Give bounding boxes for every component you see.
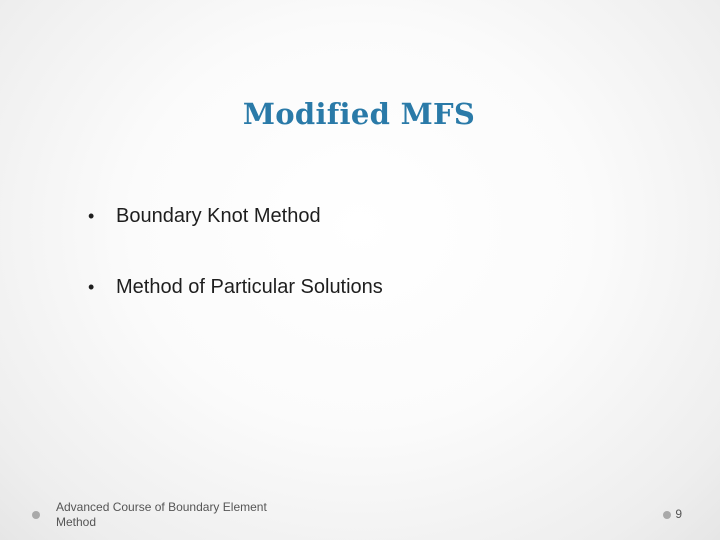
footer-course-line-2: Method bbox=[56, 515, 97, 529]
bullet-text: Boundary Knot Method bbox=[116, 205, 321, 227]
footer-page bbox=[663, 507, 682, 522]
footer-course-text bbox=[56, 500, 267, 530]
bullet-item bbox=[88, 200, 383, 232]
page-number: 9 bbox=[675, 507, 682, 521]
bullet-marker-icon: • bbox=[88, 277, 95, 297]
bullet-text: Method of Particular Solutions bbox=[116, 276, 383, 298]
footer-course bbox=[32, 500, 282, 530]
footer-dot-icon bbox=[32, 511, 40, 519]
footer-course-line-1: Advanced Course of Boundary Element bbox=[56, 500, 267, 514]
bullet-list bbox=[88, 200, 383, 342]
page-dot-icon bbox=[663, 511, 671, 519]
bullet-item bbox=[88, 271, 383, 303]
bullet-marker-icon: • bbox=[88, 206, 95, 226]
slide-title: Modified MFS bbox=[242, 97, 476, 131]
